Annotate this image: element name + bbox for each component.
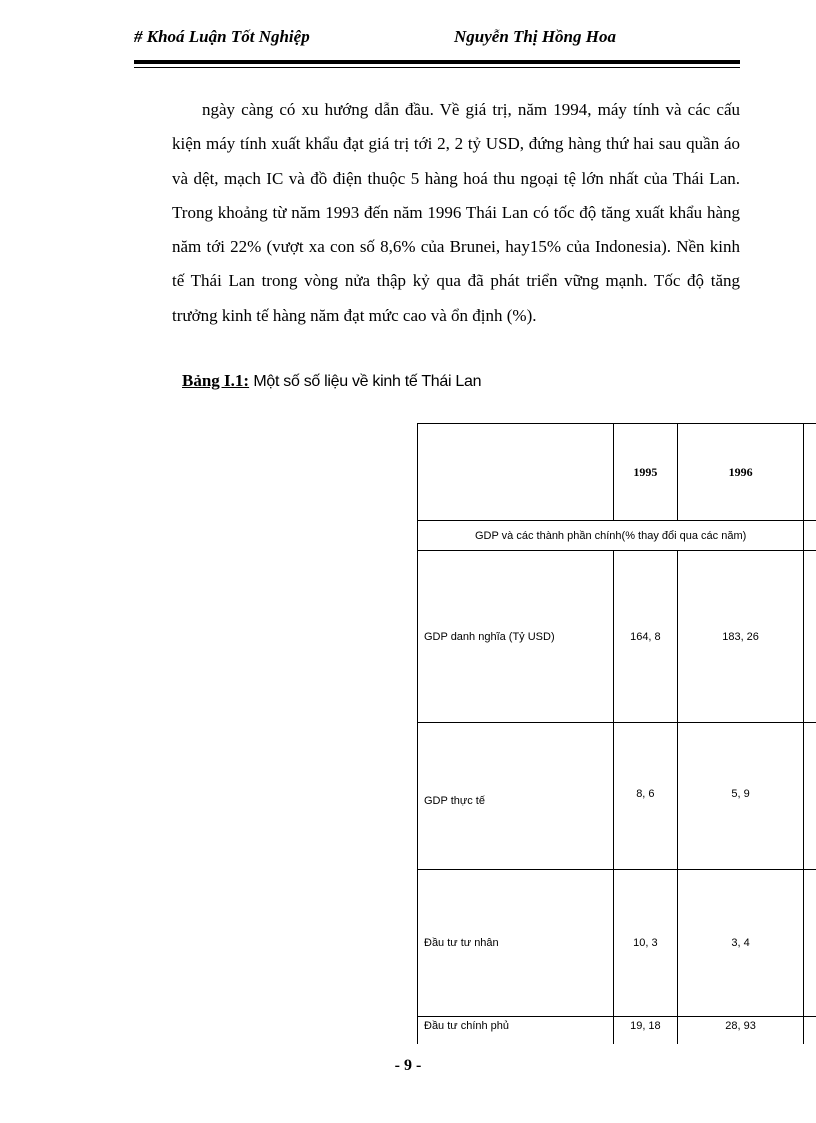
table-extra-column [804,521,816,551]
body-text [172,93,740,333]
body-paragraph: ngày càng có xu hướng dẫn đầu. Về giá trị, năm 1994, máy tính và các cấu kiện máy tính xuất khẩu đạt giá trị tới 2, 2 tỷ USD, đứng hàng thứ hai sau quần áo và dệt, mạch IC và đồ điện thuộc 5 hàng hoá thu ngoại tệ lớn nhất của Thái Lan. Trong khoảng từ năm 1993 đến năm 1996 Thái Lan có tốc độ tăng xuất khẩu hàng năm tới 22% (vượt xa con số 8,6% của Brunei, hay15% của Indonesia). Nền kinh tế Thái Lan trong vòng nửa thập kỷ qua đã phát triển vững mạnh. Tốc độ tăng trưởng kinh tế hàng năm đạt mức cao và ổn định (%). [172,100,740,325]
cell-1996: 28, 93 [677,1017,803,1044]
table-extra-column [804,1017,816,1044]
header-rule-thick [134,60,740,64]
table-extra-column [804,424,816,521]
table-row [418,723,816,870]
table-corner-cell [418,424,614,521]
row-label: Đầu tư chính phủ [418,1017,614,1044]
table-section-title: GDP và các thành phần chính(% thay đổi qua các năm) [418,521,804,551]
table-row [418,870,816,1017]
table-row [418,1017,816,1044]
table-caption-label: Bảng I.1: [182,371,250,390]
table-extra-column [804,551,816,723]
table-extra-column [804,723,816,870]
cell-1995: 164, 8 [613,551,677,723]
year-header-1996: 1996 [677,424,803,521]
table-caption [182,371,481,391]
page-number: - 9 - [394,1057,422,1074]
cell-1996: 3, 4 [677,870,803,1017]
row-label: GDP danh nghĩa (Tỷ USD) [418,551,614,723]
table-caption-text: Một số số liệu về kinh tế Thái Lan [253,373,482,390]
table-extra-column [804,870,816,1017]
table-header-row [418,424,816,521]
row-label: GDP thực tế [418,723,614,870]
header-document-title: # Khoá Luận Tốt Nghiệp [134,27,310,46]
table-section-row [418,521,816,551]
year-header-1995: 1995 [613,424,677,521]
cell-1995: 8, 6 [613,723,677,870]
economic-data-table [417,423,816,1044]
cell-1996: 183, 26 [677,551,803,723]
cell-1995: 19, 18 [613,1017,677,1044]
cell-1995: 10, 3 [613,870,677,1017]
row-label: Đầu tư tư nhân [418,870,614,1017]
cell-1996: 5, 9 [677,723,803,870]
header-author-name: Nguyễn Thị Hồng Hoa [454,27,616,46]
header-rule-thin [134,67,740,68]
table-row [418,551,816,723]
